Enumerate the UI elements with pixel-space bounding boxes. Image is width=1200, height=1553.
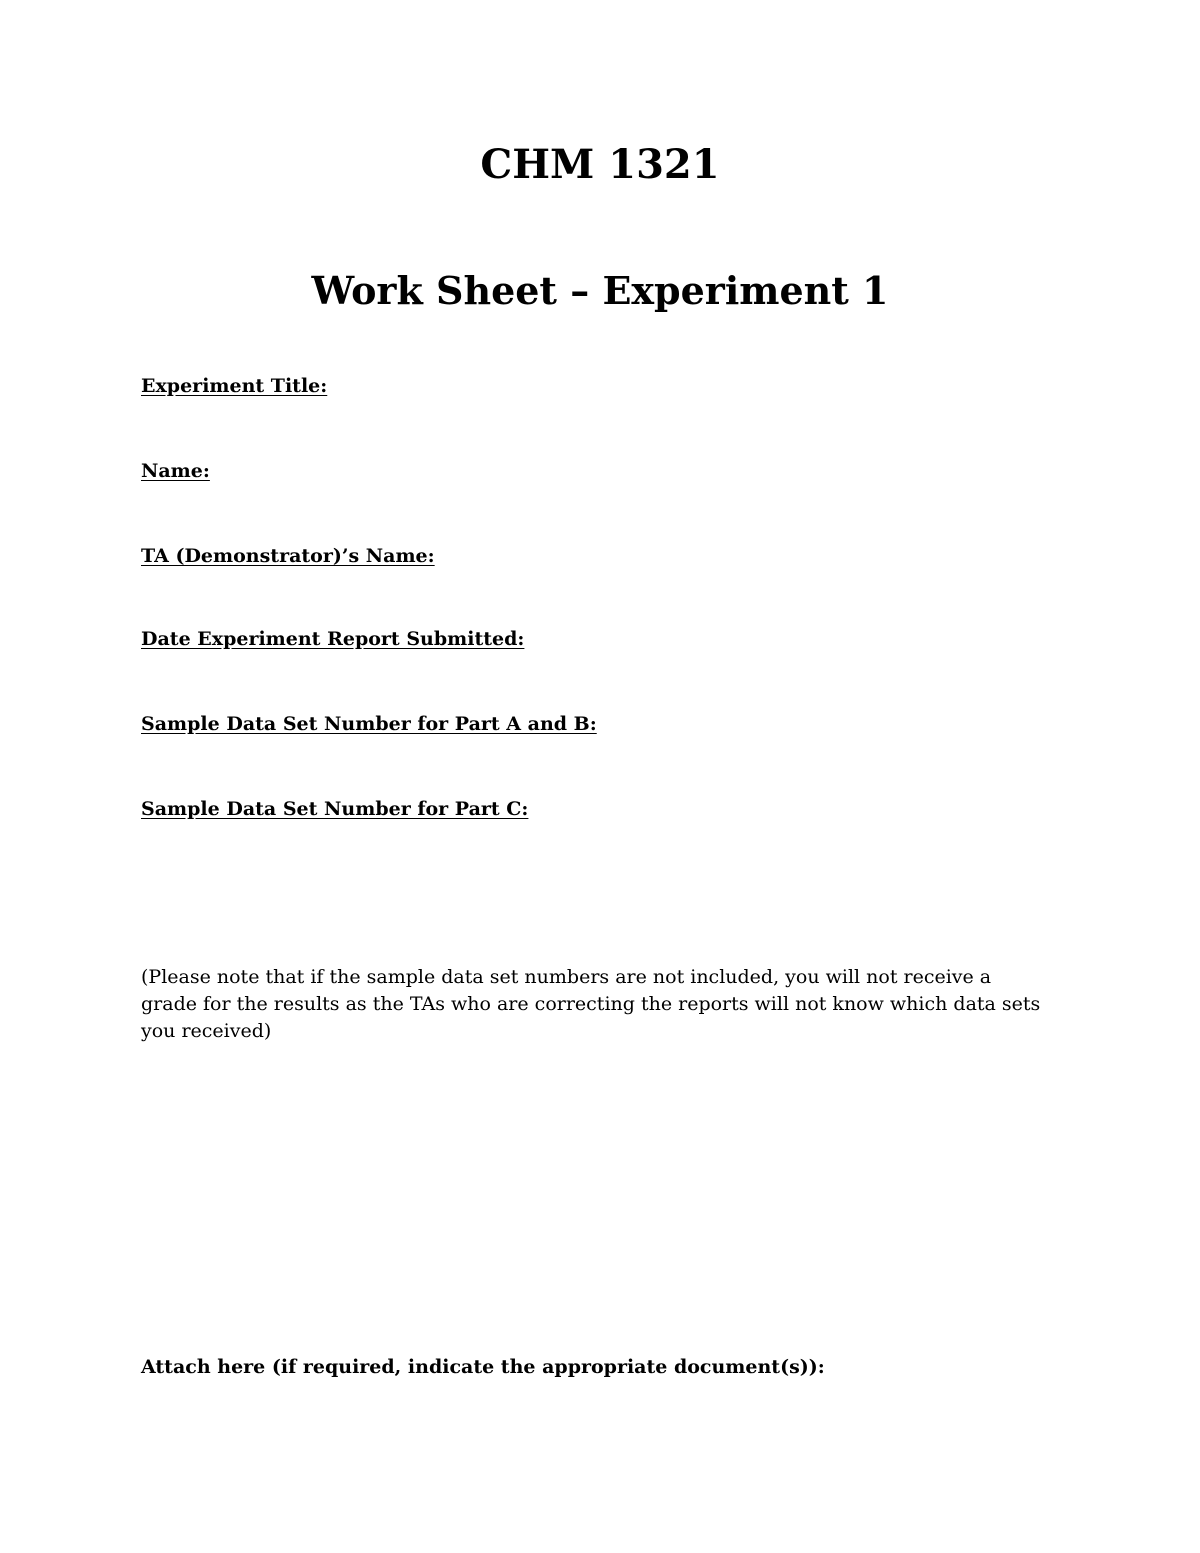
sample-data-set-c-label: Sample Data Set Number for Part C: [141,798,529,820]
worksheet-title: Work Sheet – Experiment 1 [311,268,889,313]
date-submitted-label: Date Experiment Report Submitted: [141,628,525,650]
sample-data-note: (Please note that if the sample data set numbers are not included, you will not receive a grade for the results as the TAs who are correcting the reports will not know which data sets you received) [141,966,1041,1042]
sample-data-set-ab-label: Sample Data Set Number for Part A and B: [141,713,597,735]
attach-label: Attach here (if required, indicate the appropriate document(s)): [141,1356,825,1378]
experiment-title-label: Experiment Title: [141,375,328,397]
course-code: CHM 1321 [480,141,720,188]
ta-name-label: TA (Demonstrator)’s Name: [141,545,435,567]
name-label: Name: [141,460,210,482]
